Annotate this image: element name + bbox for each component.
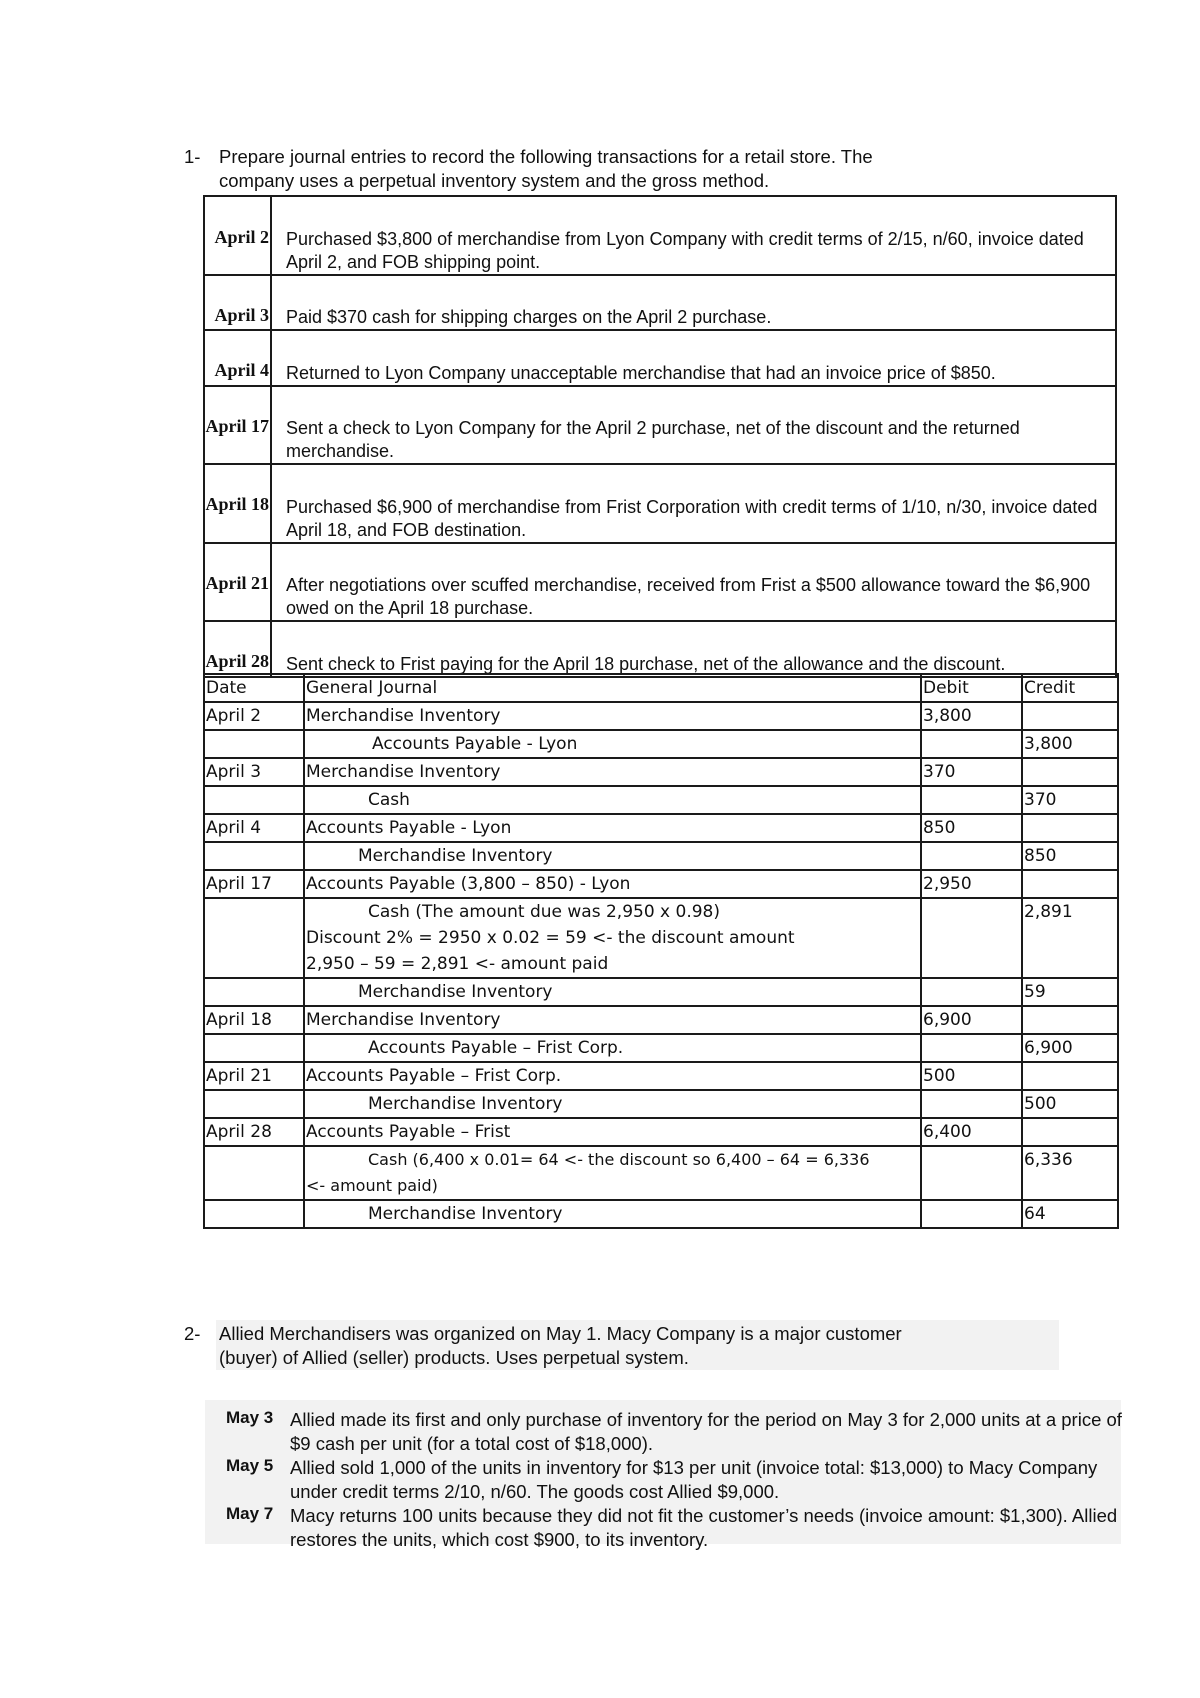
entry-debit [921, 730, 1022, 758]
list-item [206, 1408, 1128, 1456]
list-item [206, 1456, 1128, 1504]
transaction-date: April 2 [204, 196, 271, 275]
table-row [204, 702, 1118, 730]
entry-credit [1022, 814, 1118, 842]
entry-debit [921, 1146, 1022, 1200]
entry-account: Accounts Payable (3,800 – 850) - Lyon [304, 870, 921, 898]
entry-credit: 6,336 [1022, 1146, 1118, 1200]
entry-account: Accounts Payable - Lyon [304, 730, 921, 758]
entry-debit [921, 898, 1022, 978]
entry-date: April 17 [204, 870, 304, 898]
table-row [204, 1090, 1118, 1118]
entry-debit: 500 [921, 1062, 1022, 1090]
entry-debit [921, 1200, 1022, 1228]
entry-debit: 3,800 [921, 702, 1022, 730]
entry-credit: 850 [1022, 842, 1118, 870]
list-item [206, 1504, 1128, 1552]
item-text: Allied sold 1,000 of the units in inventory for $13 per unit (invoice total: $13,000) to Macy Company under credit terms 2/10, n/60. The goods cost Allied $9,000. [290, 1457, 1098, 1502]
transaction-date: April 3 [204, 275, 271, 330]
question-2-line-1: Allied Merchandisers was organized on May 1. Macy Company is a major customer [219, 1323, 902, 1344]
transaction-text: Returned to Lyon Company unacceptable merchandise that had an invoice price of $850. [271, 330, 1116, 386]
entry-credit: 370 [1022, 786, 1118, 814]
entry-credit: 2,891 [1022, 898, 1118, 978]
entry-date [204, 978, 304, 1006]
entry-date: April 21 [204, 1062, 304, 1090]
transaction-row [204, 386, 1116, 464]
entry-credit [1022, 1118, 1118, 1146]
entry-account: Cash [304, 786, 921, 814]
entry-account: Merchandise Inventory [304, 702, 921, 730]
entry-account: Merchandise Inventory [304, 978, 921, 1006]
question-2-number: 2- [184, 1323, 201, 1344]
transaction-row [204, 275, 1116, 330]
transaction-text: Sent a check to Lyon Company for the April 2 purchase, net of the discount and the returned merchandise. [271, 386, 1116, 464]
transaction-date: April 21 [204, 543, 271, 621]
table-row [204, 1146, 1118, 1200]
entry-account: Accounts Payable – Frist Corp. [304, 1062, 921, 1090]
item-date: May 7 [226, 1504, 274, 1523]
table-row [204, 978, 1118, 1006]
table-row [204, 870, 1118, 898]
table-row [204, 842, 1118, 870]
table-row [204, 786, 1118, 814]
entry-debit [921, 1034, 1022, 1062]
entry-date [204, 730, 304, 758]
item-date: May 5 [226, 1456, 274, 1475]
journal-table [203, 673, 1119, 1229]
transaction-text: Purchased $6,900 of merchandise from Frist Corporation with credit terms of 1/10, n/30, invoice dated April 18, and FOB destination. [271, 464, 1116, 543]
entry-account: Cash (6,400 x 0.01= 64 <- the discount so 6,400 – 64 = 6,336 <- amount paid) [304, 1146, 921, 1200]
transaction-date: April 18 [204, 464, 271, 543]
entry-date [204, 1034, 304, 1062]
question-2-items [206, 1408, 1128, 1552]
header-debit: Debit [921, 674, 1022, 702]
entry-account: Cash (The amount due was 2,950 x 0.98) Discount 2% = 2950 x 0.02 = 59 <- the discount amount 2,950 – 59 = 2,891 <- amount paid [304, 898, 921, 978]
transaction-date: April 4 [204, 330, 271, 386]
entry-debit: 6,900 [921, 1006, 1022, 1034]
table-row [204, 758, 1118, 786]
question-1-heading [184, 145, 873, 193]
entry-debit: 6,400 [921, 1118, 1022, 1146]
question-2-heading [184, 1322, 902, 1370]
transaction-text: Purchased $3,800 of merchandise from Lyon Company with credit terms of 2/15, n/60, invoice dated April 2, and FOB shipping point. [271, 196, 1116, 275]
journal-header-row [204, 674, 1118, 702]
header-general-journal: General Journal [304, 674, 921, 702]
entry-debit [921, 1090, 1022, 1118]
entry-date [204, 1146, 304, 1200]
table-row [204, 1006, 1118, 1034]
question-1-line-1: Prepare journal entries to record the following transactions for a retail store. The [219, 146, 873, 167]
entry-account: Merchandise Inventory [304, 1200, 921, 1228]
transaction-row [204, 543, 1116, 621]
table-row [204, 814, 1118, 842]
entry-date: April 2 [204, 702, 304, 730]
question-2-line-2: (buyer) of Allied (seller) products. Uses perpetual system. [219, 1347, 689, 1368]
transaction-text: Paid $370 cash for shipping charges on the April 2 purchase. [271, 275, 1116, 330]
entry-account: Merchandise Inventory [304, 1006, 921, 1034]
header-date: Date [204, 674, 304, 702]
entry-credit [1022, 1062, 1118, 1090]
entry-date: April 3 [204, 758, 304, 786]
transaction-text: Sent check to Frist paying for the April 18 purchase, net of the allowance and the discount. [271, 621, 1116, 677]
entry-credit: 64 [1022, 1200, 1118, 1228]
entry-date: April 4 [204, 814, 304, 842]
entry-date: April 18 [204, 1006, 304, 1034]
table-row [204, 898, 1118, 978]
transaction-row [204, 464, 1116, 543]
entry-debit [921, 842, 1022, 870]
entry-debit: 2,950 [921, 870, 1022, 898]
entry-credit: 3,800 [1022, 730, 1118, 758]
entry-account: Accounts Payable – Frist Corp. [304, 1034, 921, 1062]
entry-date [204, 1090, 304, 1118]
entry-account: Merchandise Inventory [304, 758, 921, 786]
entry-debit: 850 [921, 814, 1022, 842]
entry-debit [921, 786, 1022, 814]
entry-debit [921, 978, 1022, 1006]
entry-account: Accounts Payable - Lyon [304, 814, 921, 842]
item-text: Macy returns 100 units because they did not fit the customer’s needs (invoice amount: $1,300). Allied restores the units, which cost $900, to its inventory. [290, 1505, 1118, 1550]
entry-credit: 6,900 [1022, 1034, 1118, 1062]
entry-date [204, 842, 304, 870]
table-row [204, 1200, 1118, 1228]
entry-credit [1022, 758, 1118, 786]
question-1-line-2: company uses a perpetual inventory system and the gross method. [219, 170, 770, 191]
table-row [204, 1062, 1118, 1090]
item-text: Allied made its first and only purchase of inventory for the period on May 3 for 2,000 units at a price of $9 cash per unit (for a total cost of $18,000). [290, 1409, 1122, 1454]
transaction-date: April 17 [204, 386, 271, 464]
transaction-date: April 28 [204, 621, 271, 677]
entry-date [204, 786, 304, 814]
transactions-table [203, 195, 1117, 678]
table-row [204, 730, 1118, 758]
transaction-row [204, 196, 1116, 275]
header-credit: Credit [1022, 674, 1118, 702]
entry-account: Merchandise Inventory [304, 1090, 921, 1118]
table-row [204, 1118, 1118, 1146]
entry-credit: 500 [1022, 1090, 1118, 1118]
entry-date: April 28 [204, 1118, 304, 1146]
entry-account: Accounts Payable – Frist [304, 1118, 921, 1146]
entry-credit: 59 [1022, 978, 1118, 1006]
entry-credit [1022, 702, 1118, 730]
entry-account: Merchandise Inventory [304, 842, 921, 870]
transaction-row [204, 330, 1116, 386]
entry-date [204, 1200, 304, 1228]
transaction-row [204, 621, 1116, 677]
table-row [204, 1034, 1118, 1062]
entry-credit [1022, 870, 1118, 898]
entry-date [204, 898, 304, 978]
entry-debit: 370 [921, 758, 1022, 786]
transaction-text: After negotiations over scuffed merchandise, received from Frist a $500 allowance toward the $6,900 owed on the April 18 purchase. [271, 543, 1116, 621]
entry-credit [1022, 1006, 1118, 1034]
question-1-number: 1- [184, 146, 201, 167]
item-date: May 3 [226, 1408, 274, 1427]
